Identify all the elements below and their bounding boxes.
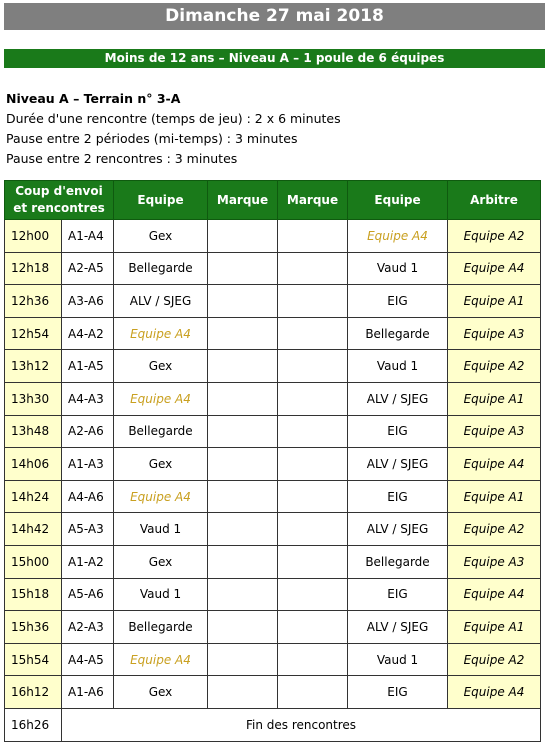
score2-cell[interactable]: [278, 317, 348, 350]
referee-cell: Equipe A4: [448, 252, 541, 285]
score1-cell[interactable]: [208, 480, 278, 513]
table-row: [5, 317, 541, 350]
table-row: [5, 382, 541, 415]
match-code: A3-A6: [62, 285, 114, 318]
match-time: 16h12: [5, 676, 62, 709]
referee-cell: Equipe A4: [448, 676, 541, 709]
end-row: [5, 708, 541, 741]
score2-cell[interactable]: [278, 643, 348, 676]
score1-header: Marque: [208, 181, 278, 220]
table-row: [5, 415, 541, 448]
score1-cell[interactable]: [208, 578, 278, 611]
team1-cell: Bellegarde: [114, 611, 208, 644]
referee-cell: Equipe A1: [448, 382, 541, 415]
match-time: 15h18: [5, 578, 62, 611]
score2-cell[interactable]: [278, 382, 348, 415]
score2-cell[interactable]: [278, 448, 348, 481]
referee-cell: Equipe A2: [448, 643, 541, 676]
team2-cell: EIG: [348, 415, 448, 448]
referee-cell: Equipe A3: [448, 317, 541, 350]
match-code: A1-A2: [62, 545, 114, 578]
score1-cell[interactable]: [208, 611, 278, 644]
match-break: Pause entre 2 rencontres : 3 minutes: [6, 151, 238, 166]
team1-cell: Bellegarde: [114, 252, 208, 285]
team2-cell: Vaud 1: [348, 252, 448, 285]
score1-cell[interactable]: [208, 317, 278, 350]
match-code: A2-A3: [62, 611, 114, 644]
match-code: A5-A3: [62, 513, 114, 546]
referee-cell: Equipe A3: [448, 545, 541, 578]
level-field-label: Niveau A – Terrain n° 3-A: [6, 91, 181, 106]
team2-cell: EIG: [348, 285, 448, 318]
team1-cell: Equipe A4: [114, 480, 208, 513]
table-row: [5, 285, 541, 318]
match-time: 13h48: [5, 415, 62, 448]
team2-cell: Bellegarde: [348, 545, 448, 578]
match-time: 15h36: [5, 611, 62, 644]
team2-cell: EIG: [348, 676, 448, 709]
score1-cell[interactable]: [208, 285, 278, 318]
match-code: A1-A5: [62, 350, 114, 383]
match-time: 15h00: [5, 545, 62, 578]
score1-cell[interactable]: [208, 252, 278, 285]
end-label: Fin des rencontres: [62, 708, 541, 741]
team1-cell: ALV / SJEG: [114, 285, 208, 318]
table-row: [5, 513, 541, 546]
table-row: [5, 545, 541, 578]
referee-cell: Equipe A3: [448, 415, 541, 448]
score1-cell[interactable]: [208, 350, 278, 383]
match-code: A4-A2: [62, 317, 114, 350]
match-code: A1-A3: [62, 448, 114, 481]
team1-cell: Gex: [114, 220, 208, 253]
referee-cell: Equipe A1: [448, 611, 541, 644]
match-code: A2-A6: [62, 415, 114, 448]
referee-cell: Equipe A4: [448, 578, 541, 611]
table-row: [5, 350, 541, 383]
team2-header: Equipe: [348, 181, 448, 220]
team1-cell: Gex: [114, 350, 208, 383]
match-code: A1-A6: [62, 676, 114, 709]
match-time: 14h24: [5, 480, 62, 513]
score2-cell[interactable]: [278, 545, 348, 578]
table-row: [5, 252, 541, 285]
team1-cell: Gex: [114, 545, 208, 578]
referee-cell: Equipe A2: [448, 513, 541, 546]
match-time: 15h54: [5, 643, 62, 676]
score2-header: Marque: [278, 181, 348, 220]
score1-cell[interactable]: [208, 643, 278, 676]
match-code: A4-A5: [62, 643, 114, 676]
match-time: 12h54: [5, 317, 62, 350]
team2-cell: Vaud 1: [348, 643, 448, 676]
table-row: [5, 448, 541, 481]
match-time: 12h18: [5, 252, 62, 285]
score1-cell[interactable]: [208, 382, 278, 415]
match-time: 14h06: [5, 448, 62, 481]
team1-cell: Equipe A4: [114, 643, 208, 676]
referee-cell: Equipe A1: [448, 480, 541, 513]
page-title: Dimanche 27 mai 2018: [4, 3, 545, 30]
match-code: A4-A6: [62, 480, 114, 513]
team2-cell: ALV / SJEG: [348, 448, 448, 481]
referee-cell: Equipe A1: [448, 285, 541, 318]
half-break: Pause entre 2 périodes (mi-temps) : 3 minutes: [6, 131, 298, 146]
team1-cell: Bellegarde: [114, 415, 208, 448]
match-code: A4-A3: [62, 382, 114, 415]
score2-cell[interactable]: [278, 676, 348, 709]
table-row: [5, 480, 541, 513]
team1-cell: Vaud 1: [114, 578, 208, 611]
score2-cell[interactable]: [278, 578, 348, 611]
score1-cell[interactable]: [208, 545, 278, 578]
team2-cell: Vaud 1: [348, 350, 448, 383]
table-row: [5, 578, 541, 611]
team1-cell: Vaud 1: [114, 513, 208, 546]
team1-cell: Gex: [114, 676, 208, 709]
score2-cell[interactable]: [278, 415, 348, 448]
match-code: A2-A5: [62, 252, 114, 285]
score2-cell[interactable]: [278, 611, 348, 644]
match-duration: Durée d'une rencontre (temps de jeu) : 2 x 6 minutes: [6, 111, 341, 126]
team2-cell: ALV / SJEG: [348, 382, 448, 415]
table-row: [5, 643, 541, 676]
score2-cell[interactable]: [278, 252, 348, 285]
team1-header: Equipe: [114, 181, 208, 220]
match-time: 13h30: [5, 382, 62, 415]
team2-cell: ALV / SJEG: [348, 513, 448, 546]
score1-cell[interactable]: [208, 448, 278, 481]
match-time: 13h12: [5, 350, 62, 383]
table-row: [5, 220, 541, 253]
team2-cell: Equipe A4: [348, 220, 448, 253]
score2-cell[interactable]: [278, 220, 348, 253]
score1-cell[interactable]: [208, 676, 278, 709]
referee-cell: Equipe A2: [448, 350, 541, 383]
referee-header: Arbitre: [448, 181, 541, 220]
match-time: 12h36: [5, 285, 62, 318]
table-header-row: [5, 181, 541, 220]
team1-cell: Gex: [114, 448, 208, 481]
match-code: A5-A6: [62, 578, 114, 611]
score1-cell[interactable]: [208, 220, 278, 253]
score2-cell[interactable]: [278, 350, 348, 383]
team2-cell: EIG: [348, 578, 448, 611]
team2-cell: Bellegarde: [348, 317, 448, 350]
score1-cell[interactable]: [208, 415, 278, 448]
schedule-table: [4, 180, 541, 742]
kickoff-header: Coup d'envoi et rencontres: [5, 181, 114, 220]
team2-cell: EIG: [348, 480, 448, 513]
score2-cell[interactable]: [278, 480, 348, 513]
match-time: 12h00: [5, 220, 62, 253]
team1-cell: Equipe A4: [114, 317, 208, 350]
referee-cell: Equipe A4: [448, 448, 541, 481]
score2-cell[interactable]: [278, 285, 348, 318]
team2-cell: ALV / SJEG: [348, 611, 448, 644]
score1-cell[interactable]: [208, 513, 278, 546]
table-row: [5, 611, 541, 644]
score2-cell[interactable]: [278, 513, 348, 546]
referee-cell: Equipe A2: [448, 220, 541, 253]
category-banner: Moins de 12 ans – Niveau A – 1 poule de 6 équipes: [4, 49, 545, 68]
match-code: A1-A4: [62, 220, 114, 253]
table-row: [5, 676, 541, 709]
end-time: 16h26: [5, 708, 62, 741]
match-time: 14h42: [5, 513, 62, 546]
match-info: [6, 89, 341, 169]
team1-cell: Equipe A4: [114, 382, 208, 415]
